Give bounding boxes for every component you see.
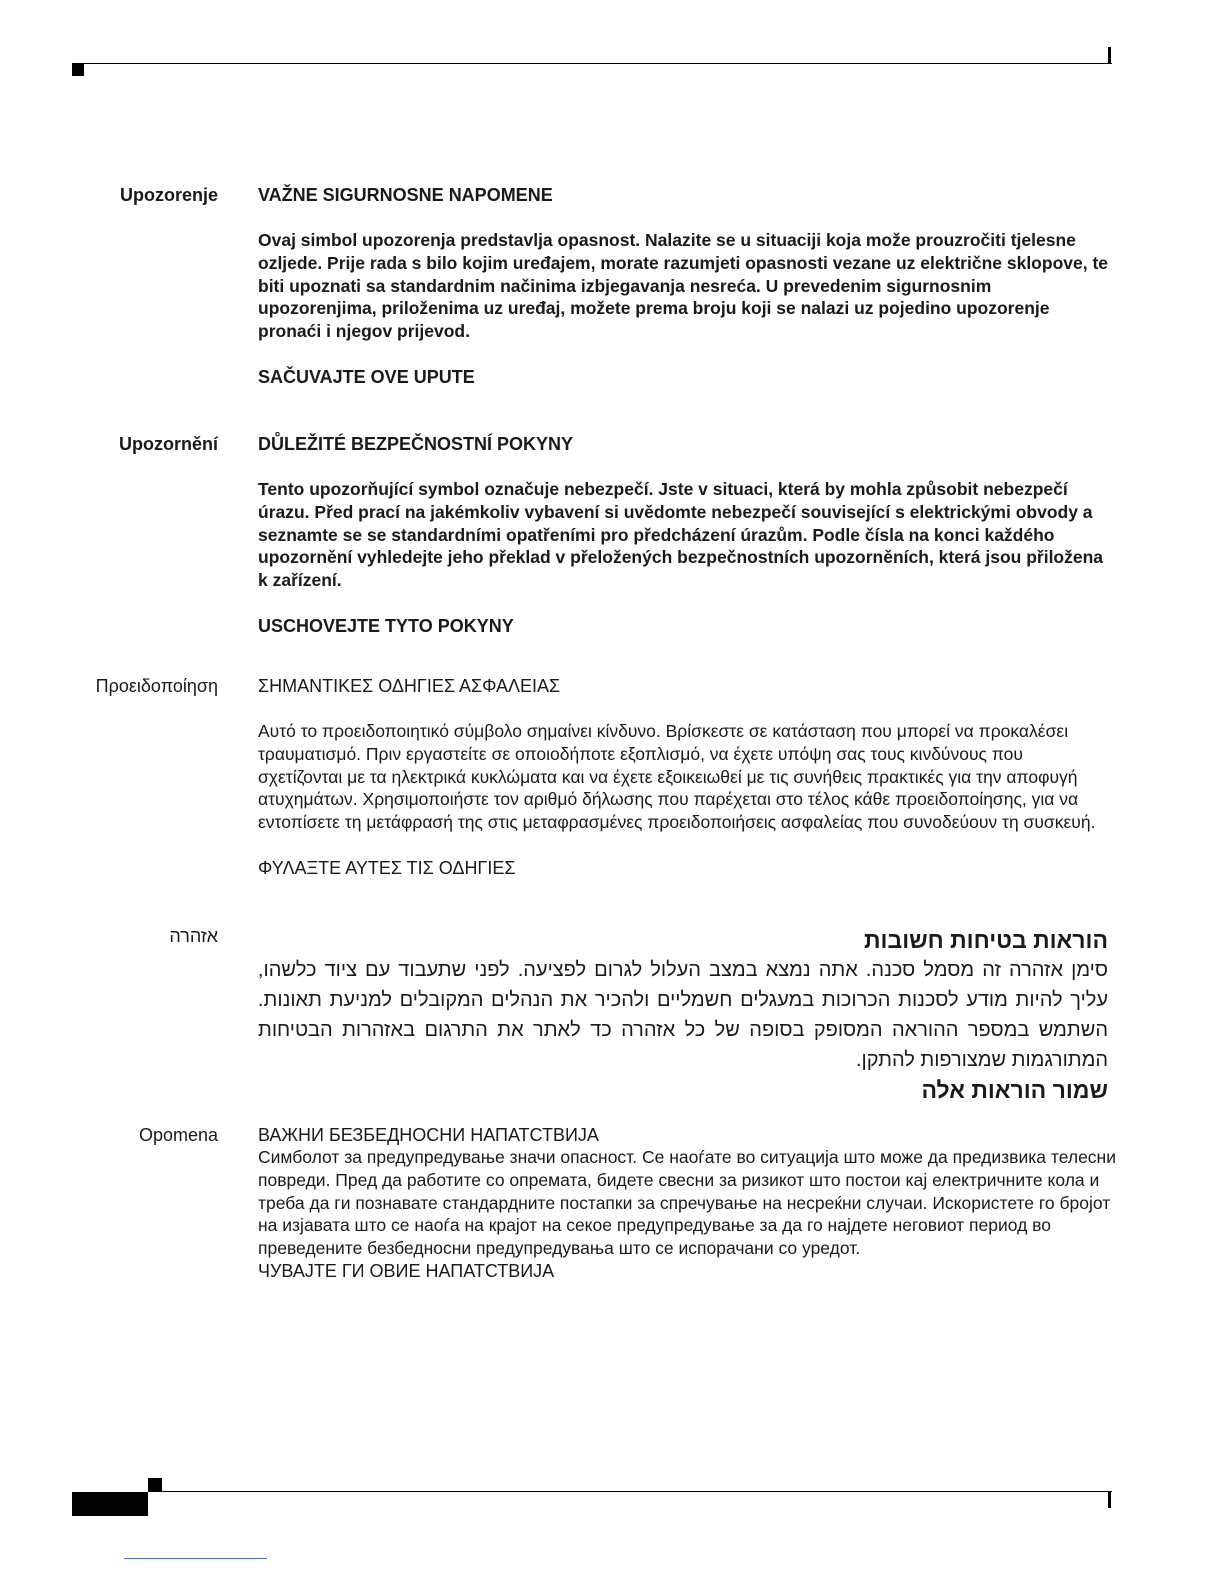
header-marker <box>72 64 84 76</box>
section-footer: שמור הוראות אלה <box>921 1077 1108 1103</box>
section-content <box>258 925 1108 1105</box>
section-heading: DŮLEŽITÉ BEZPEČNOSTNÍ POKYNY <box>258 434 574 454</box>
section-label: Upozornění <box>119 434 218 454</box>
section-footer: ЧУВАЈТЕ ГИ ОВИЕ НАПАТСТВИЈА <box>258 1260 555 1281</box>
section-footer: USCHOVEJTE TYTO POKYNY <box>258 615 514 636</box>
section-heading: הוראות בטיחות חשובות <box>864 927 1108 953</box>
section-footer: ΦΥΛΑΞΤΕ ΑΥΤΕΣ ΤΙΣ ΟΔΗΓΙΕΣ <box>258 857 516 878</box>
section-content <box>258 1124 1118 1282</box>
section-body: Симболот за предупредување значи опасност. Се наоѓате во ситуација што може да предизвика телесни повреди. Пред да работите со опремата, бидете свесни за ризикот што постои кај електричните кола и треба да ги познавате стандардните постапки за спречување на несреќни случаи. Искористете го бројот на изјавата што се наоѓа на крајот на секое предупредување за да го најдете неговиот период во преведените безбедносни предупредувања што се испорачани со уредот. <box>258 1147 1116 1259</box>
section-body: Αυτό το προειδοποιητικό σύμβολο σημαίνει κίνδυνο. Βρίσκεστε σε κατάσταση που μπορεί να προκαλέσει τραυματισμό. Πριν εργαστείτε σε οποιοδήποτε εξοπλισμό, να έχετε υπόψη σας τους κινδύνους που σχετίζονται με τα ηλεκτρικά κυκλώματα και να έχετε εξοικειωθεί με τις συνήθεις πρακτικές για την αποφυγή ατυχημάτων. Χρησιμοποιήστε τον αριθμό δήλωσης που παρέχεται στο τέλος κάθε προειδοποίησης, για να εντοπίσετε τη μετάφρασή της στις μεταφρασμένες προειδοποιήσεις ασφαλείας που συνοδεύουν τη συσκευή. <box>258 721 1096 833</box>
section-body: Ovaj simbol upozorenja predstavlja opasnost. Nalazite se u situaciji koja može prouzročiti tjelesne ozljede. Prije rada s bilo kojim uređajem, morate razumjeti opasnosti vezane uz električne sklopove, te biti upoznati sa standardnim načinima izbjegavanja nesreća. U prevedenim sigurnosnim upozorenjima, priloženima uz uređaj, možete prema broju koji se nalazi uz pojedino upozorenje pronaći i njegov prijevod. <box>258 230 1109 342</box>
section-heading: ΣΗΜΑΝΤΙΚΕΣ ΟΔΗΓΙΕΣ ΑΣΦΑΛΕΙΑΣ <box>258 676 561 696</box>
footer-rule <box>148 1491 1112 1492</box>
section-content <box>258 184 1108 388</box>
section-label: Opomena <box>138 1125 218 1145</box>
section-heading: VAŽNE SIGURNOSNE NAPOMENE <box>258 185 553 205</box>
header-rule <box>72 63 1112 64</box>
section-body: סימן אזהרה זה מסמל סכנה. אתה נמצא במצב העלול לגרום לפציעה. לפני שתעבוד עם ציוד כלשהו, עליך להיות מודע לסכנות הכרוכות במעגלים חשמליים ולהכיר את הנהלים המקובלים למניעת תאונות. השתמש במספר ההוראה המסופק בסופה של כל אזהרה כד לאתר את התרגום באזהרות הבטיחות המתורגמות שמצורפות להתקן. <box>258 959 1108 1071</box>
section-content <box>258 433 1108 637</box>
section-label: Προειδοποίηση <box>95 676 218 696</box>
section-label: אזהרה <box>169 926 218 946</box>
section-footer: SAČUVAJTE OVE UPUTE <box>258 366 475 387</box>
footer-marker <box>148 1478 162 1492</box>
footer-tick <box>1108 1492 1111 1508</box>
section-body: Tento upozorňující symbol označuje nebezpečí. Jste v situaci, která by mohla způsobit nebezpečí úrazu. Před prací na jakémkoliv vybavení si uvědomte nebezpečí související s elektrickými obvody a seznamte se se standardními opatřeními pro předcházení úrazům. Podle čísla na konci každého upozornění vyhledejte jeho překlad v přeložených bezpečnostních upozorněních, která jsou přiložena k zařízení. <box>258 479 1104 591</box>
footer-page-block <box>72 1492 148 1516</box>
section-label: Upozorenje <box>119 185 218 205</box>
header-tick <box>1108 47 1111 64</box>
section-content <box>258 675 1108 879</box>
section-heading: ВАЖНИ БЕЗБЕДНОСНИ НАПАТСТВИЈА <box>258 1125 599 1145</box>
footer-link-underline <box>124 1558 267 1559</box>
